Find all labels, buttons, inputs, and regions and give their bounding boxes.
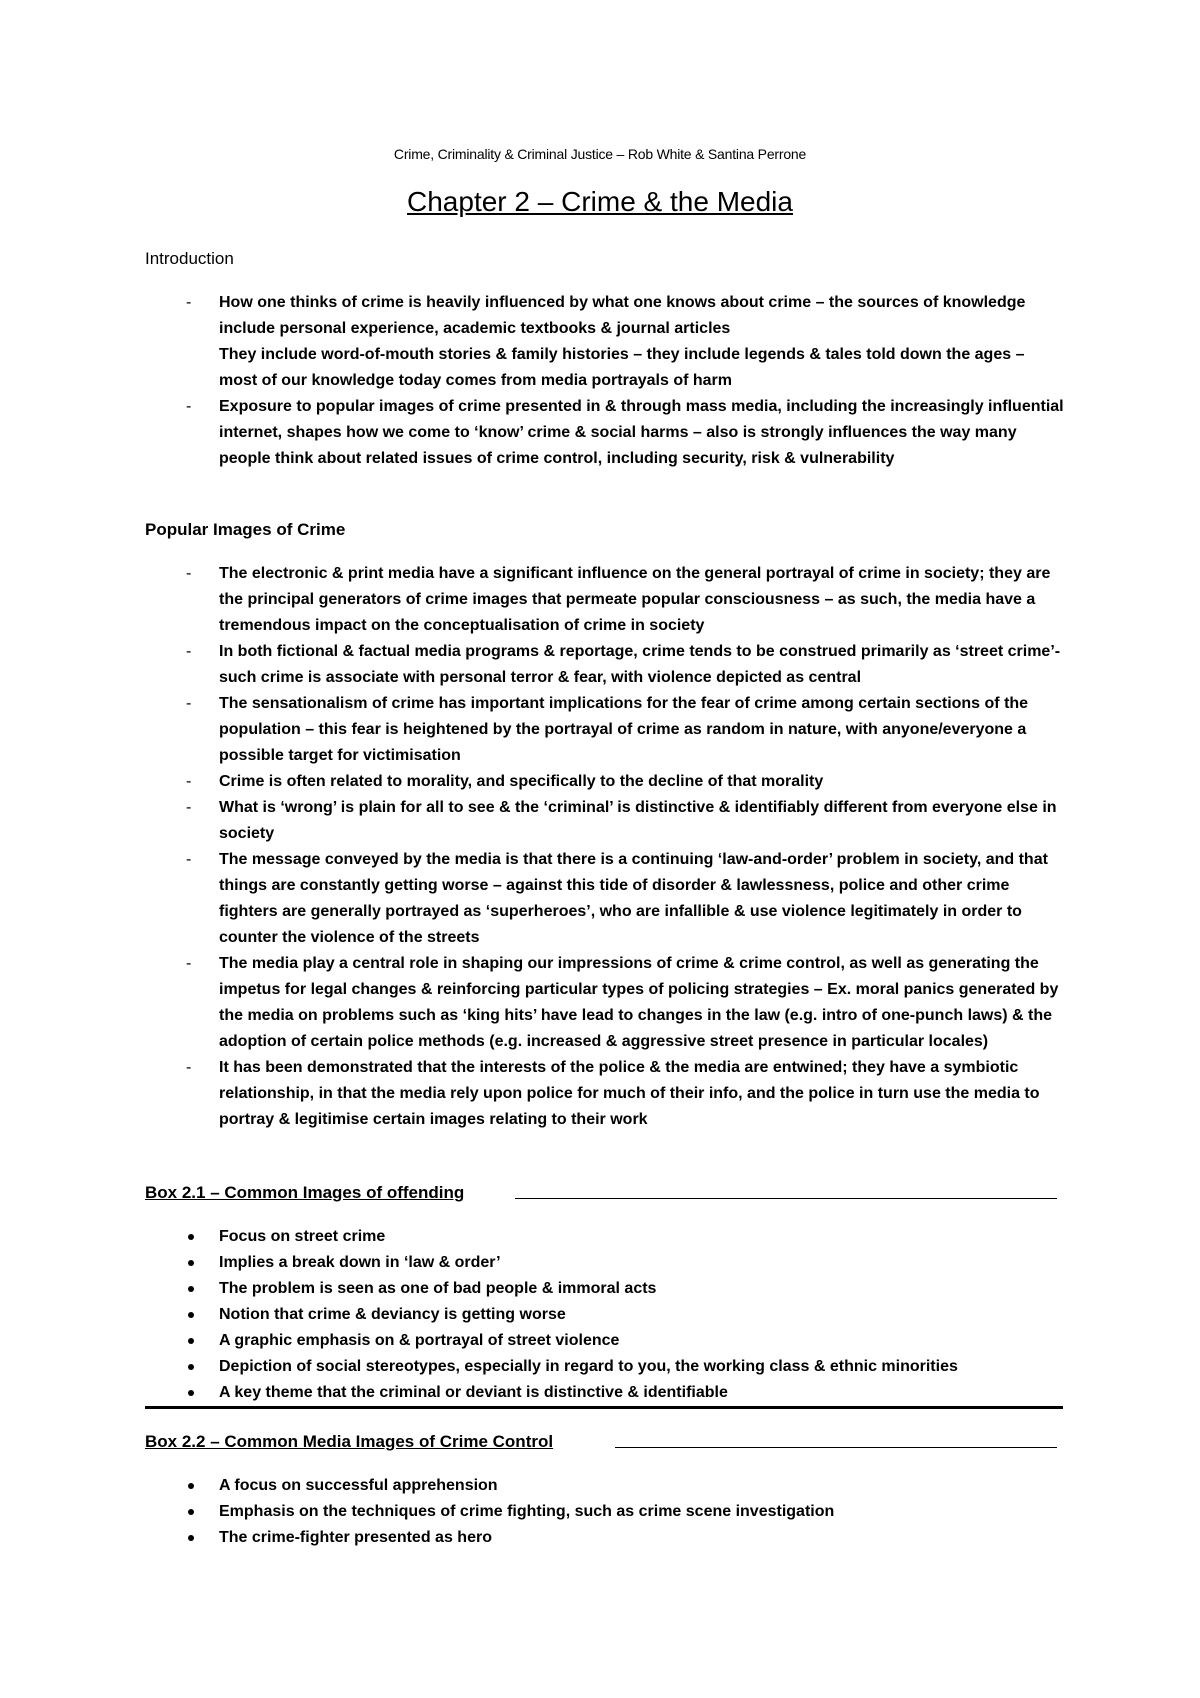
document-header: Crime, Criminality & Criminal Justice – Rob White & Santina Perrone: [393, 146, 807, 162]
box-2-1-list: [145, 1224, 1065, 1406]
list-item: A key theme that the criminal or deviant is distinctive & identifiable: [145, 1380, 1065, 1406]
box-2-1-bottom-rule: [145, 1406, 1063, 1409]
list-item: Notion that crime & deviancy is getting worse: [145, 1302, 1065, 1328]
list-item: The crime-fighter presented as hero: [145, 1525, 1065, 1551]
list-item: - How one thinks of crime is heavily influenced by what one knows about crime – the sources of knowledge include personal experience, academic textbooks & journal articles: [145, 290, 1065, 342]
list-item: - In both fictional & factual media programs & reportage, crime tends to be construed primarily as ‘street crime’- such crime is associate with personal terror & fear, with violence depicted as central: [145, 639, 1065, 691]
list-item: Focus on street crime: [145, 1224, 1065, 1250]
heading-underline: [615, 1447, 1057, 1448]
heading-underline: [515, 1198, 1057, 1199]
list-item: Implies a break down in ‘law & order’: [145, 1250, 1065, 1276]
list-item: - The sensationalism of crime has important implications for the fear of crime among certain sections of the population – this fear is heightened by the portrayal of crime as random in nature, with anyone/everyone a possible target for victimisation: [145, 691, 1065, 769]
list-item: - Exposure to popular images of crime presented in & through mass media, including the increasingly influential internet, shapes how we come to ‘know’ crime & social harms – also is strongly influences the way many people think about related issues of crime control, including security, risk & vulnerability: [145, 394, 1065, 472]
section-heading-popular-images: Popular Images of Crime: [145, 520, 346, 539]
box-2-2-heading-text: Box 2.2 – Common Media Images of Crime Control: [145, 1432, 554, 1451]
section-heading-introduction: Introduction: [145, 249, 234, 268]
list-item: A graphic emphasis on & portrayal of street violence: [145, 1328, 1065, 1354]
popular-images-list: [145, 561, 1065, 1133]
list-item: - It has been demonstrated that the interests of the police & the media are entwined; they have a symbiotic relationship, in that the media rely upon police for much of their info, and the police in turn use the media to portray & legitimise certain images relating to their work: [145, 1055, 1065, 1133]
list-item: - The message conveyed by the media is that there is a continuing ‘law-and-order’ problem in society, and that things are constantly getting worse – against this tide of disorder & lawlessness, police and other crime fighters are generally portrayed as ‘superheroes’, who are infallible & use violence legitimately in order to counter the violence of the streets: [145, 847, 1065, 951]
box-2-1-heading: [145, 1183, 1057, 1203]
list-item: They include word-of-mouth stories & family histories – they include legends & tales told down the ages – most of our knowledge today comes from media portrayals of harm: [219, 346, 1025, 389]
list-item: The problem is seen as one of bad people & immoral acts: [145, 1276, 1065, 1302]
box-2-2-list: [145, 1473, 1065, 1551]
list-item: - The media play a central role in shaping our impressions of crime & crime control, as well as generating the impetus for legal changes & reinforcing particular types of policing strategies – Ex. moral panics generated by the media on problems such as ‘king hits’ have lead to changes in the law (e.g. intro of one-punch laws) & the adoption of certain police methods (e.g. increased & aggressive street presence in particular locales): [145, 951, 1065, 1055]
box-2-2-heading: [145, 1432, 1057, 1452]
list-item: Emphasis on the techniques of crime fighting, such as crime scene investigation: [145, 1499, 1065, 1525]
list-item: - The electronic & print media have a significant influence on the general portrayal of crime in society; they are the principal generators of crime images that permeate popular consciousness – as such, the media have a tremendous impact on the conceptualisation of crime in society: [145, 561, 1065, 639]
introduction-list: [145, 290, 1065, 472]
list-item: - Crime is often related to morality, and specifically to the decline of that morality: [145, 769, 1065, 795]
list-item: A focus on successful apprehension: [145, 1473, 1065, 1499]
chapter-title: Chapter 2 – Crime & the Media: [407, 186, 793, 217]
list-item: - What is ‘wrong’ is plain for all to see & the ‘criminal’ is distinctive & identifiably different from everyone else in society: [145, 795, 1065, 847]
box-2-1-heading-text: Box 2.1 – Common Images of offending: [145, 1183, 465, 1202]
list-item: Depiction of social stereotypes, especially in regard to you, the working class & ethnic minorities: [145, 1354, 1065, 1380]
